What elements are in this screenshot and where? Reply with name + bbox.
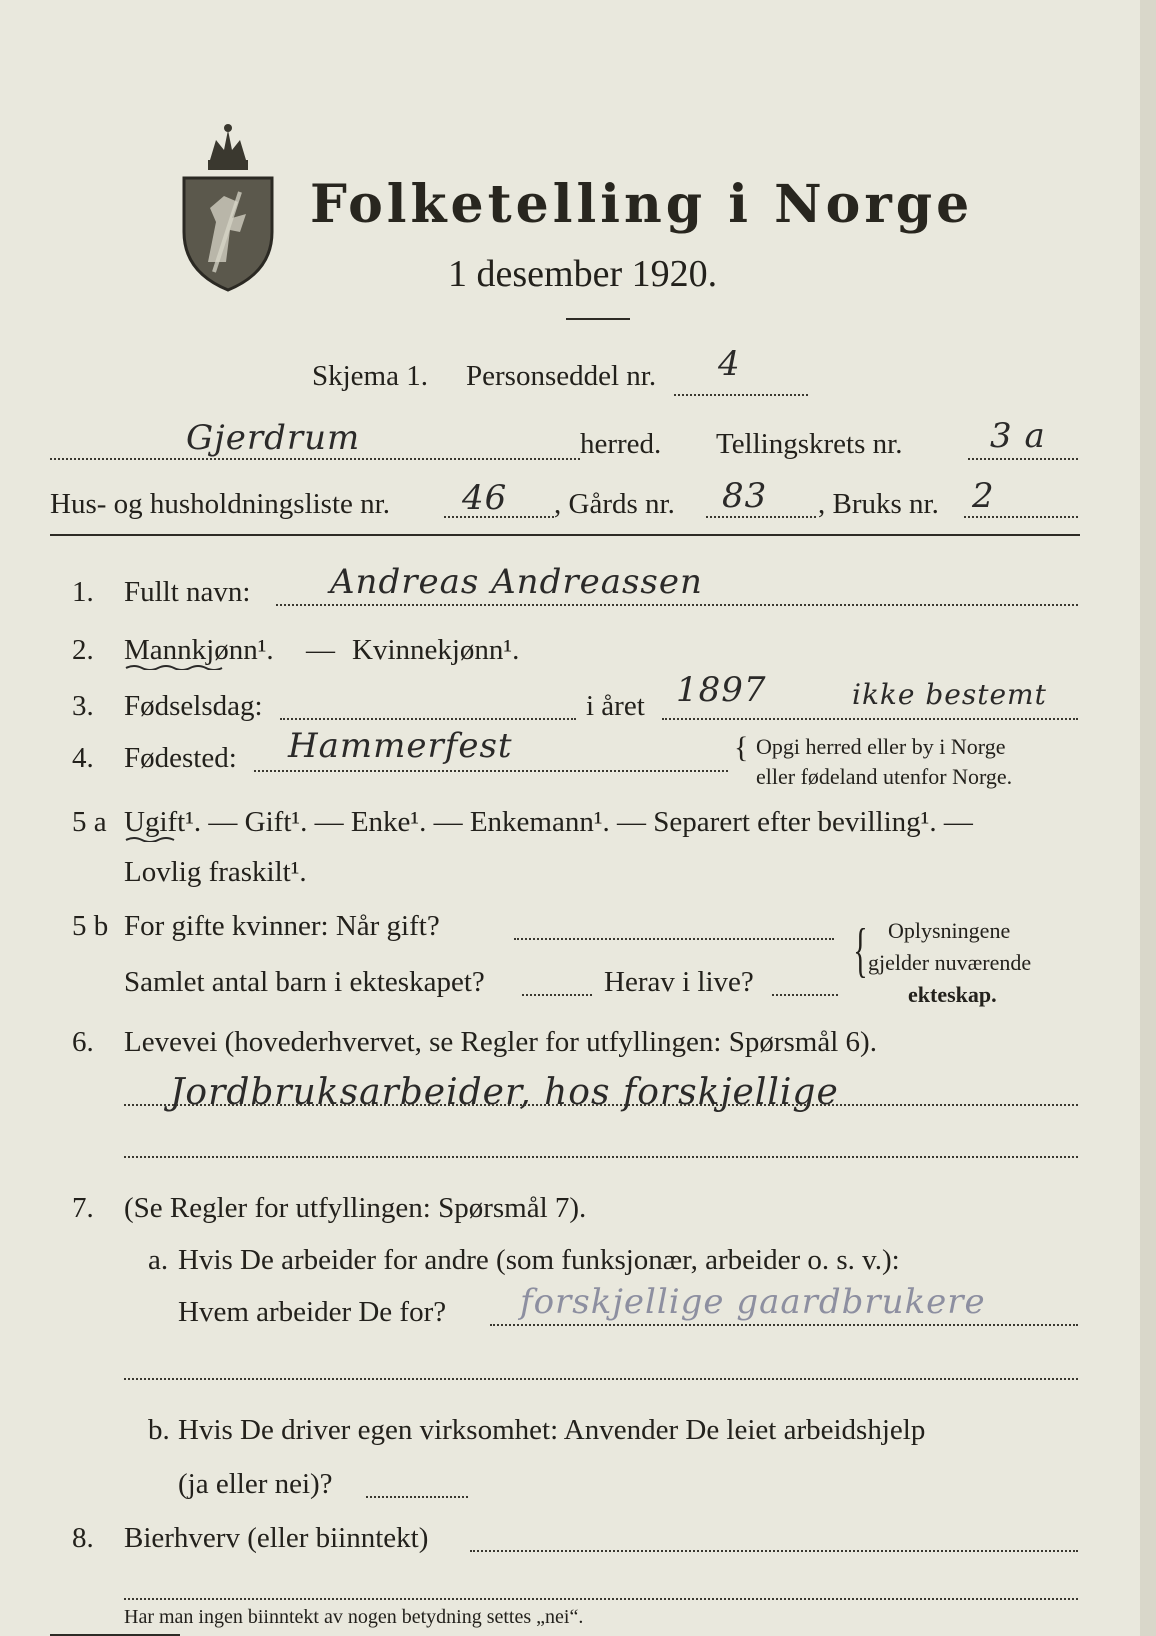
q7b-letter: b. [148, 1414, 170, 1446]
bruks-value[interactable]: 2 [972, 476, 995, 516]
q6-number: 6. [72, 1026, 94, 1058]
q7a-line1: Hvis De arbeider for andre (som funksjonær, arbeider o. s. v.): [178, 1244, 900, 1276]
bruks-label: , Bruks nr. [818, 488, 939, 520]
married-when-label: For gifte kvinner: Når gift? [124, 910, 440, 942]
q6-label: Levevei (hovederhvervet, se Regler for utfyllingen: Spørsmål 6). [124, 1026, 877, 1058]
q7a-letter: a. [148, 1244, 169, 1276]
q8-label: Bierhverv (eller biinntekt) [124, 1522, 429, 1554]
q5a-number: 5 a [72, 806, 107, 838]
gards-label: , Gårds nr. [554, 488, 675, 520]
marriage-note-line2: gjelder nuværende [868, 950, 1032, 975]
q4-number: 4. [72, 742, 94, 774]
male-option[interactable]: Mannkjønn¹. [124, 634, 274, 666]
gards-value[interactable]: 83 [722, 476, 768, 516]
title-divider [566, 318, 630, 320]
marital-status-options[interactable]: Ugift¹. — Gift¹. — Enke¹. — Enkemann¹. — Separert efter bevilling¹. — [124, 806, 973, 838]
q2-dash: — [306, 634, 335, 666]
birthday-note: ikke bestemt [852, 678, 1047, 711]
year-label: i året [586, 690, 645, 722]
employer-value[interactable]: forskjellige gaardbrukere [520, 1282, 986, 1322]
ugift-selected-underline [124, 836, 180, 842]
form-title: Folketelling i Norge [310, 174, 974, 235]
divorced-option[interactable]: Lovlig fraskilt¹. [124, 856, 307, 888]
q3-label: Fødselsdag: [124, 690, 263, 722]
q2-number: 2. [72, 634, 94, 666]
marriage-note-line3: ekteskap. [908, 982, 997, 1007]
female-option[interactable]: Kvinnekjønn¹. [352, 634, 520, 666]
birthplace-note-line2: eller fødeland utenfor Norge. [756, 764, 1013, 789]
herred-value[interactable]: Gjerdrum [186, 418, 361, 458]
birthplace-value[interactable]: Hammerfest [288, 726, 513, 766]
q1-number: 1. [72, 576, 94, 608]
full-name-value[interactable]: Andreas Andreassen [330, 562, 703, 602]
skjema-label: Skjema 1. [312, 360, 428, 392]
herred-label: herred. [580, 428, 662, 460]
alive-label: Herav i live? [604, 966, 754, 998]
q3-number: 3. [72, 690, 94, 722]
tellingskrets-label: Tellingskrets nr. [716, 428, 903, 460]
children-label: Samlet antal barn i ekteskapet? [124, 966, 485, 998]
page-edge [1140, 0, 1156, 1636]
male-selected-underline [124, 664, 230, 670]
q8-number: 8. [72, 1522, 94, 1554]
q7-number: 7. [72, 1192, 94, 1224]
q7b-line1: Hvis De driver egen virksomhet: Anvender De leiet arbeidshjelp [178, 1414, 926, 1446]
q4-label: Fødested: [124, 742, 237, 774]
coat-of-arms-icon [180, 122, 276, 294]
q7b-line2: (ja eller nei)? [178, 1468, 333, 1500]
q7-label: (Se Regler for utfyllingen: Spørsmål 7). [124, 1192, 587, 1224]
occupation-value[interactable]: Jordbruksarbeider, hos forskjellige [170, 1072, 839, 1113]
tellingskrets-value[interactable]: 3 a [990, 416, 1046, 456]
footer-note: Har man ingen biinntekt av nogen betydning settes „nei“. [124, 1606, 584, 1628]
personseddel-label: Personseddel nr. [466, 360, 657, 392]
marriage-note-line1: Oplysningene [888, 918, 1011, 943]
birthplace-note-line1: Opgi herred eller by i Norge [756, 734, 1006, 759]
birth-year-value[interactable]: 1897 [676, 670, 767, 710]
hus-label: Hus- og husholdningsliste nr. [50, 488, 390, 520]
census-date: 1 desember 1920. [448, 253, 718, 295]
header-rule [50, 534, 1080, 536]
q7a-line2: Hvem arbeider De for? [178, 1296, 447, 1328]
q1-label: Fullt navn: [124, 576, 251, 608]
census-form-page: Folketelling i Norge 1 desember 1920. Skjema 1. Personseddel nr. 4 Gjerdrum herred. Tellingskrets nr. 3 a Hus- og husholdningsliste nr. 46 , Gårds nr. 83 , Bruks nr. 2 1. Fullt navn: Andreas Andreassen 2. Mannkjønn¹. — Kvinnekjønn¹. 3. Fødselsdag: i året 1897 ikke bestemt 4. Fødested: Hammerfest { Opgi herred eller by i Norge eller fødeland utenfor Norge. 5 a Ugift¹. — Gift¹. — Enke¹. — Enkemann¹. — Separert efter bevilling¹. — Lovlig fraskilt¹. 5 b For gifte kvinner: Når gift? Samlet antal barn i ekteskapet? Herav i live? { Oplysningene gjelder nuværende ekteskap. 6. Levevei (hovederhvervet, se Regler for utfyllingen: Spørsmål 6). Jordbruksarbeider, hos forskjellige 7. (Se Regler for utfyllingen: Spørsmål 7). a. Hvis De arbeider for andre (som funksjonær, arbeider o. s. v.): Hvem arbeider De for? forskjellige gaardbrukere b. Hvis De driver egen virksomhet: Anvender De leiet arbeidshjelp (ja eller nei)? 8. Bierhverv (eller biinntekt) Har man ingen biinntekt av nogen betydning settes „nei“. [0, 0, 1156, 1636]
hus-value[interactable]: 46 [462, 478, 508, 518]
q5b-number: 5 b [72, 910, 109, 942]
personseddel-value[interactable]: 4 [718, 344, 741, 384]
